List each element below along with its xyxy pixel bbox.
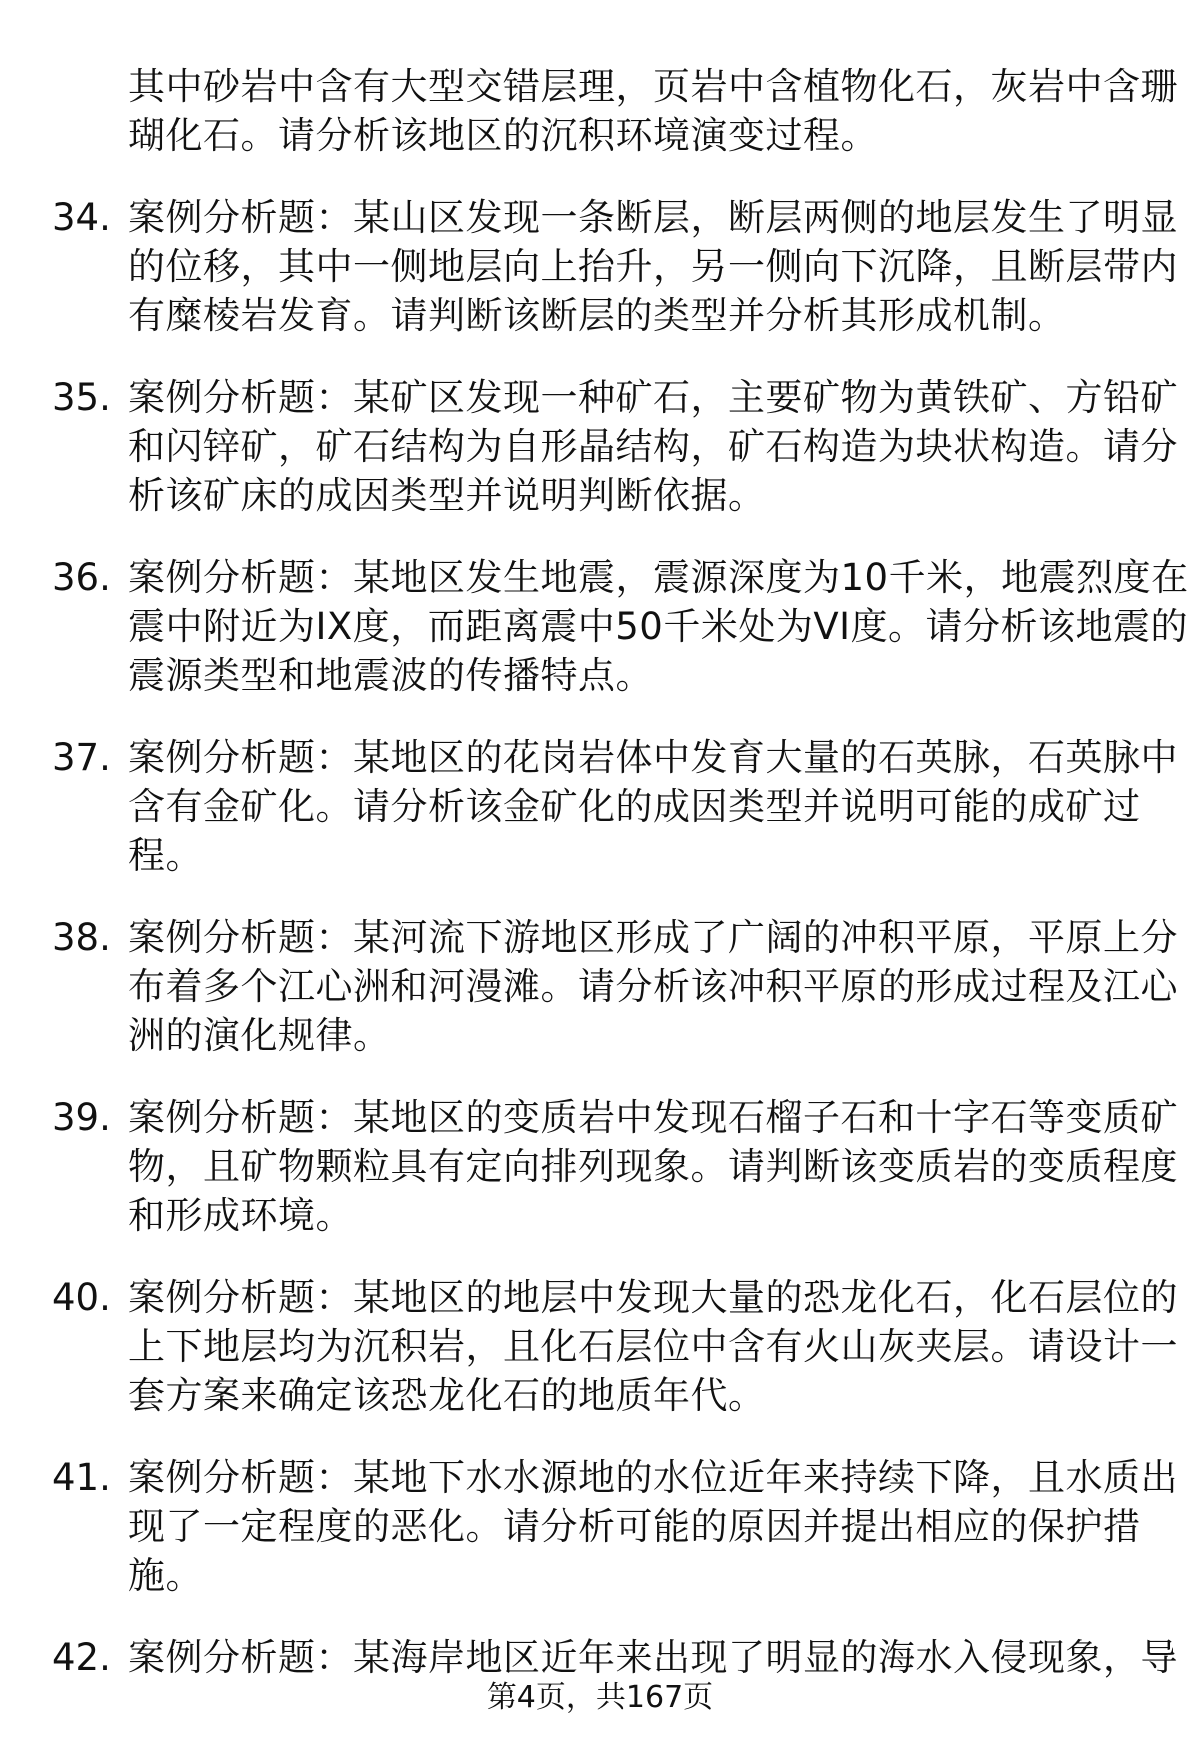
question-text-line: 析该矿床的成因类型并说明判断依据。 xyxy=(128,474,766,517)
question-text-line: 施。 xyxy=(128,1554,203,1597)
question-text-line: 含有金矿化。请分析该金矿化的成因类型并说明可能的成矿过 xyxy=(128,785,1141,828)
question-text-line: 案例分析题：某地区的花岗岩体中发育大量的石英脉，石英脉中 xyxy=(128,736,1178,779)
question-text-line: 上下地层均为沉积岩，且化石层位中含有火山灰夹层。请设计一 xyxy=(128,1325,1178,1368)
page-number: 第4页，共167页 xyxy=(486,1680,714,1715)
question-number: 40. xyxy=(52,1276,111,1319)
question-number: 39. xyxy=(52,1096,111,1139)
question-number: 34. xyxy=(52,196,111,239)
question-text-line: 现了一定程度的恶化。请分析可能的原因并提出相应的保护措 xyxy=(128,1505,1141,1548)
question-text-line: 案例分析题：某河流下游地区形成了广阔的冲积平原，平原上分 xyxy=(128,916,1178,959)
question-text-line: 案例分析题：某地区的地层中发现大量的恐龙化石，化石层位的 xyxy=(128,1276,1178,1319)
question-text-line: 物，且矿物颗粒具有定向排列现象。请判断该变质岩的变质程度 xyxy=(128,1145,1178,1188)
question-text-line: 案例分析题：某地区发生地震，震源深度为10千米，地震烈度在 xyxy=(128,556,1189,599)
question-continuation xyxy=(0,62,1200,160)
question-number: 36. xyxy=(52,556,111,599)
question-text-line: 案例分析题：某海岸地区近年来出现了明显的海水入侵现象，导 xyxy=(128,1636,1178,1679)
question-text-line: 程。 xyxy=(128,834,203,877)
question-text-line: 洲的演化规律。 xyxy=(128,1014,391,1057)
question-number: 38. xyxy=(52,916,111,959)
question-text-line: 震源类型和地震波的传播特点。 xyxy=(128,654,653,697)
question-number: 37. xyxy=(52,736,111,779)
question-number: 42. xyxy=(52,1636,111,1679)
question-text-line: 的位移，其中一侧地层向上抬升，另一侧向下沉降，且断层带内 xyxy=(128,245,1178,288)
question-item xyxy=(0,1093,1200,1240)
question-text-line: 布着多个江心洲和河漫滩。请分析该冲积平原的形成过程及江心 xyxy=(128,965,1178,1008)
question-text-line: 和形成环境。 xyxy=(128,1194,353,1237)
question-item xyxy=(0,733,1200,880)
question-item xyxy=(0,1633,1200,1682)
question-text-line: 瑚化石。请分析该地区的沉积环境演变过程。 xyxy=(128,114,878,157)
question-text-line: 震中附近为IX度，而距离震中50千米处为VI度。请分析该地震的 xyxy=(128,605,1189,648)
question-text-line: 套方案来确定该恐龙化石的地质年代。 xyxy=(128,1374,766,1417)
question-text-line: 案例分析题：某矿区发现一种矿石，主要矿物为黄铁矿、方铅矿 xyxy=(128,376,1178,419)
question-text-line: 其中砂岩中含有大型交错层理，页岩中含植物化石，灰岩中含珊 xyxy=(128,65,1178,108)
question-text-line: 案例分析题：某地区的变质岩中发现石榴子石和十字石等变质矿 xyxy=(128,1096,1178,1139)
question-item xyxy=(0,553,1200,700)
question-list xyxy=(0,193,1200,1682)
question-item xyxy=(0,913,1200,1060)
question-number: 41. xyxy=(52,1456,111,1499)
question-item xyxy=(0,193,1200,340)
question-number: 35. xyxy=(52,376,111,419)
question-item xyxy=(0,373,1200,520)
question-item xyxy=(0,1273,1200,1420)
question-text-line: 案例分析题：某地下水水源地的水位近年来持续下降，且水质出 xyxy=(128,1456,1178,1499)
document-page xyxy=(0,62,1200,1715)
question-text-line: 有糜棱岩发育。请判断该断层的类型并分析其形成机制。 xyxy=(128,294,1066,337)
question-text-line: 案例分析题：某山区发现一条断层，断层两侧的地层发生了明显 xyxy=(128,196,1178,239)
question-item xyxy=(0,1453,1200,1600)
question-text-line: 和闪锌矿，矿石结构为自形晶结构，矿石构造为块状构造。请分 xyxy=(128,425,1178,468)
